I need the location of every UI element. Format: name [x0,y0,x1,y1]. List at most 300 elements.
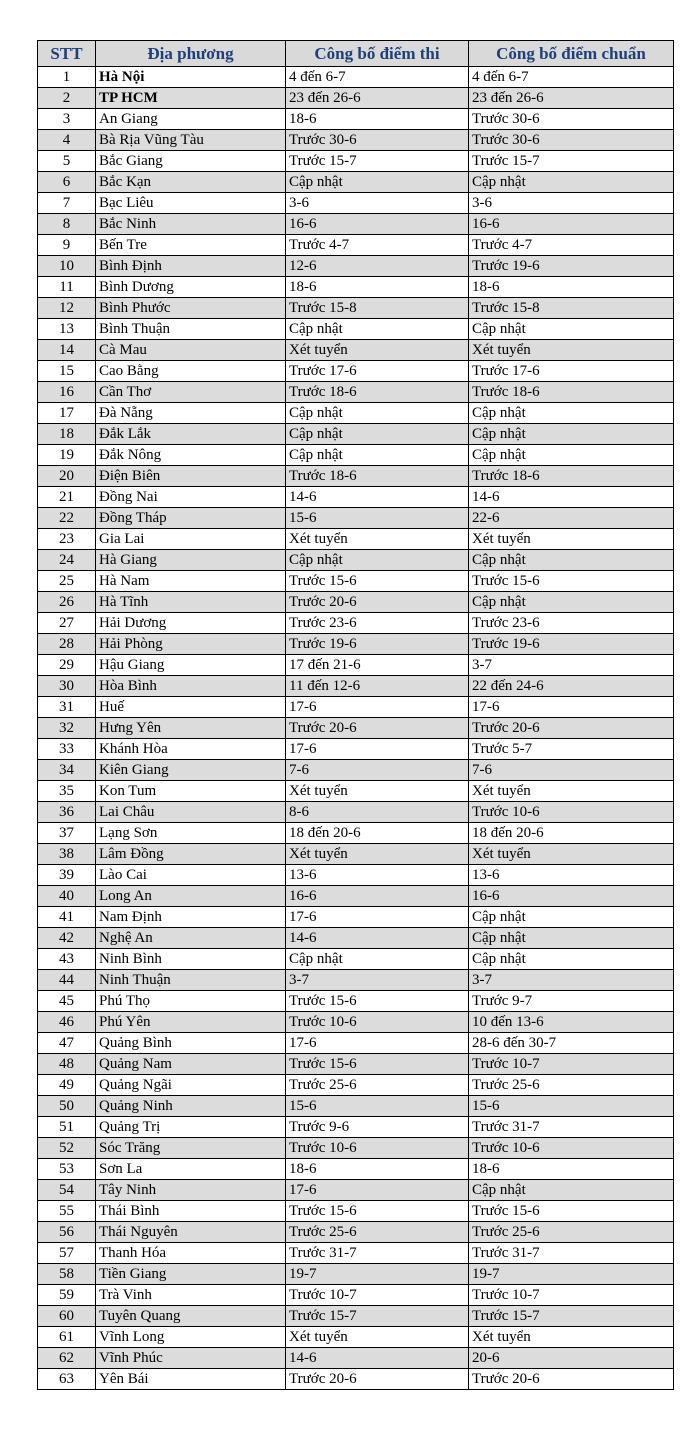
row-cutoff-release: Trước 10-7 [469,1285,674,1306]
row-cutoff-release: Xét tuyển [469,529,674,550]
row-locality: Hải Phòng [96,634,286,655]
row-cutoff-release: 18-6 [469,277,674,298]
row-locality: Lai Châu [96,802,286,823]
table-row [38,151,674,172]
table-row [38,445,674,466]
row-score-release: 17-6 [286,907,469,928]
row-score-release: 15-6 [286,508,469,529]
row-stt: 31 [38,697,96,718]
row-cutoff-release: Trước 23-6 [469,613,674,634]
row-cutoff-release: Trước 25-6 [469,1222,674,1243]
table-row [38,676,674,697]
row-locality: An Giang [96,109,286,130]
row-cutoff-release: 16-6 [469,214,674,235]
row-locality: Lâm Đồng [96,844,286,865]
table-row [38,193,674,214]
row-locality: Hà Giang [96,550,286,571]
row-score-release: Trước 25-6 [286,1075,469,1096]
row-cutoff-release: Xét tuyển [469,781,674,802]
table-row [38,1138,674,1159]
exam-schedule-table [37,40,674,1390]
row-stt: 8 [38,214,96,235]
row-stt: 35 [38,781,96,802]
table-row [38,319,674,340]
table-row [38,361,674,382]
table-row [38,277,674,298]
row-cutoff-release: 18-6 [469,1159,674,1180]
row-stt: 17 [38,403,96,424]
table-row [38,1201,674,1222]
row-cutoff-release: 16-6 [469,886,674,907]
row-cutoff-release: 13-6 [469,865,674,886]
row-stt: 60 [38,1306,96,1327]
row-stt: 28 [38,634,96,655]
table-row [38,655,674,676]
row-locality: Hà Nội [96,67,286,88]
row-locality: Bình Dương [96,277,286,298]
table-row [38,613,674,634]
table-row [38,403,674,424]
row-stt: 34 [38,760,96,781]
table-row [38,1075,674,1096]
row-locality: Tây Ninh [96,1180,286,1201]
row-score-release: 18-6 [286,277,469,298]
row-stt: 42 [38,928,96,949]
row-score-release: 17-6 [286,739,469,760]
row-stt: 51 [38,1117,96,1138]
row-score-release: 13-6 [286,865,469,886]
row-stt: 13 [38,319,96,340]
row-stt: 47 [38,1033,96,1054]
table-row [38,1222,674,1243]
table-row [38,214,674,235]
row-score-release: 18 đến 20-6 [286,823,469,844]
row-locality: Bắc Ninh [96,214,286,235]
row-cutoff-release: Trước 20-6 [469,718,674,739]
row-cutoff-release: Trước 10-7 [469,1054,674,1075]
row-cutoff-release: Trước 4-7 [469,235,674,256]
table-row [38,634,674,655]
row-score-release: Trước 10-7 [286,1285,469,1306]
row-stt: 63 [38,1369,96,1390]
row-stt: 16 [38,382,96,403]
row-locality: Bình Định [96,256,286,277]
row-stt: 11 [38,277,96,298]
row-stt: 1 [38,67,96,88]
table-row [38,67,674,88]
row-score-release: 11 đến 12-6 [286,676,469,697]
row-locality: Bắc Kạn [96,172,286,193]
row-locality: Bạc Liêu [96,193,286,214]
row-locality: Hưng Yên [96,718,286,739]
header-stt: STT [38,41,96,67]
row-score-release: 4 đến 6-7 [286,67,469,88]
row-cutoff-release: Trước 10-6 [469,1138,674,1159]
row-stt: 9 [38,235,96,256]
row-score-release: 14-6 [286,1348,469,1369]
row-cutoff-release: Cập nhật [469,949,674,970]
row-locality: Kon Tum [96,781,286,802]
row-score-release: 7-6 [286,760,469,781]
row-locality: TP HCM [96,88,286,109]
row-score-release: 16-6 [286,886,469,907]
row-cutoff-release: 18 đến 20-6 [469,823,674,844]
row-score-release: Trước 20-6 [286,1369,469,1390]
row-locality: Quảng Trị [96,1117,286,1138]
row-score-release: Trước 30-6 [286,130,469,151]
row-score-release: Trước 15-6 [286,1054,469,1075]
row-score-release: Trước 4-7 [286,235,469,256]
table-row [38,1264,674,1285]
header-score-release: Công bố điểm thi [286,41,469,67]
row-stt: 49 [38,1075,96,1096]
row-score-release: Trước 15-7 [286,151,469,172]
row-score-release: Xét tuyển [286,1327,469,1348]
row-cutoff-release: Cập nhật [469,319,674,340]
row-score-release: 17-6 [286,1180,469,1201]
header-locality: Địa phương [96,41,286,67]
header-cutoff-release: Công bố điểm chuẩn [469,41,674,67]
row-score-release: 17-6 [286,1033,469,1054]
row-stt: 10 [38,256,96,277]
table-row [38,928,674,949]
row-cutoff-release: Trước 10-6 [469,802,674,823]
row-stt: 44 [38,970,96,991]
row-stt: 4 [38,130,96,151]
row-cutoff-release: Trước 15-6 [469,571,674,592]
row-score-release: 16-6 [286,214,469,235]
row-stt: 27 [38,613,96,634]
row-stt: 58 [38,1264,96,1285]
row-stt: 36 [38,802,96,823]
row-score-release: Cập nhật [286,550,469,571]
row-cutoff-release: Trước 19-6 [469,256,674,277]
row-cutoff-release: Trước 15-6 [469,1201,674,1222]
row-cutoff-release: 3-7 [469,970,674,991]
table-row [38,1159,674,1180]
row-stt: 6 [38,172,96,193]
table-row [38,1243,674,1264]
row-score-release: Trước 25-6 [286,1222,469,1243]
row-score-release: Trước 15-6 [286,991,469,1012]
table-row [38,1306,674,1327]
row-score-release: 12-6 [286,256,469,277]
row-locality: Ninh Thuận [96,970,286,991]
table-row [38,571,674,592]
row-cutoff-release: Cập nhật [469,907,674,928]
row-stt: 23 [38,529,96,550]
row-locality: Hòa Bình [96,676,286,697]
table-row [38,1348,674,1369]
row-locality: Đắk Nông [96,445,286,466]
row-score-release: 8-6 [286,802,469,823]
row-cutoff-release: Cập nhật [469,1180,674,1201]
row-locality: Sóc Trăng [96,1138,286,1159]
row-stt: 41 [38,907,96,928]
row-locality: Cần Thơ [96,382,286,403]
row-stt: 62 [38,1348,96,1369]
row-locality: Quảng Ngãi [96,1075,286,1096]
row-score-release: 17 đến 21-6 [286,655,469,676]
row-locality: Sơn La [96,1159,286,1180]
row-score-release: 18-6 [286,109,469,130]
row-locality: Hải Dương [96,613,286,634]
row-stt: 50 [38,1096,96,1117]
row-locality: Thanh Hóa [96,1243,286,1264]
row-locality: Bến Tre [96,235,286,256]
row-locality: Quảng Bình [96,1033,286,1054]
row-cutoff-release: 7-6 [469,760,674,781]
row-locality: Yên Bái [96,1369,286,1390]
row-locality: Đà Nẵng [96,403,286,424]
row-stt: 32 [38,718,96,739]
row-stt: 57 [38,1243,96,1264]
table-row [38,697,674,718]
row-score-release: Cập nhật [286,403,469,424]
table-row [38,130,674,151]
row-locality: Bình Phước [96,298,286,319]
row-locality: Điện Biên [96,466,286,487]
row-stt: 43 [38,949,96,970]
row-cutoff-release: 10 đến 13-6 [469,1012,674,1033]
row-cutoff-release: Trước 30-6 [469,130,674,151]
row-cutoff-release: Trước 15-7 [469,1306,674,1327]
row-score-release: Cập nhật [286,445,469,466]
table-row [38,823,674,844]
row-locality: Tiền Giang [96,1264,286,1285]
row-score-release: 19-7 [286,1264,469,1285]
row-score-release: Cập nhật [286,319,469,340]
row-score-release: Xét tuyển [286,781,469,802]
table-row [38,529,674,550]
row-locality: Bà Rịa Vũng Tàu [96,130,286,151]
row-score-release: Xét tuyển [286,340,469,361]
row-score-release: Trước 31-7 [286,1243,469,1264]
row-locality: Phú Thọ [96,991,286,1012]
row-stt: 24 [38,550,96,571]
table-row [38,424,674,445]
row-cutoff-release: Cập nhật [469,403,674,424]
row-stt: 39 [38,865,96,886]
row-cutoff-release: Trước 31-7 [469,1117,674,1138]
row-locality: Lào Cai [96,865,286,886]
table-row [38,340,674,361]
row-locality: Long An [96,886,286,907]
row-locality: Phú Yên [96,1012,286,1033]
table-row [38,739,674,760]
row-stt: 26 [38,592,96,613]
row-locality: Cao Bằng [96,361,286,382]
row-stt: 56 [38,1222,96,1243]
table-row [38,718,674,739]
row-cutoff-release: Cập nhật [469,172,674,193]
row-stt: 12 [38,298,96,319]
row-cutoff-release: Trước 19-6 [469,634,674,655]
table-row [38,1327,674,1348]
table-row [38,550,674,571]
row-locality: Gia Lai [96,529,286,550]
row-stt: 30 [38,676,96,697]
row-locality: Đồng Tháp [96,508,286,529]
row-cutoff-release: 28-6 đến 30-7 [469,1033,674,1054]
table-row [38,949,674,970]
row-locality: Quảng Nam [96,1054,286,1075]
row-locality: Khánh Hòa [96,739,286,760]
row-cutoff-release: Trước 25-6 [469,1075,674,1096]
row-cutoff-release: Trước 15-7 [469,151,674,172]
row-stt: 37 [38,823,96,844]
row-stt: 14 [38,340,96,361]
row-score-release: Trước 9-6 [286,1117,469,1138]
row-stt: 52 [38,1138,96,1159]
table-row [38,298,674,319]
row-score-release: Trước 23-6 [286,613,469,634]
row-stt: 48 [38,1054,96,1075]
row-locality: Hà Tĩnh [96,592,286,613]
row-locality: Lạng Sơn [96,823,286,844]
table-row [38,865,674,886]
row-cutoff-release: 15-6 [469,1096,674,1117]
row-cutoff-release: Trước 18-6 [469,466,674,487]
row-score-release: 23 đến 26-6 [286,88,469,109]
row-score-release: Trước 18-6 [286,466,469,487]
row-score-release: Trước 19-6 [286,634,469,655]
row-score-release: 14-6 [286,487,469,508]
row-locality: Hà Nam [96,571,286,592]
table-row [38,844,674,865]
row-score-release: 3-6 [286,193,469,214]
table-body [38,67,674,1390]
row-cutoff-release: 3-6 [469,193,674,214]
row-stt: 15 [38,361,96,382]
row-stt: 33 [38,739,96,760]
row-locality: Thái Bình [96,1201,286,1222]
row-cutoff-release: Xét tuyển [469,844,674,865]
row-stt: 25 [38,571,96,592]
row-stt: 38 [38,844,96,865]
row-locality: Hậu Giang [96,655,286,676]
row-locality: Vĩnh Long [96,1327,286,1348]
row-stt: 22 [38,508,96,529]
row-locality: Đắk Lắk [96,424,286,445]
table-row [38,1285,674,1306]
row-locality: Huế [96,697,286,718]
table-row [38,382,674,403]
row-stt: 7 [38,193,96,214]
row-cutoff-release: Cập nhật [469,928,674,949]
table-row [38,1054,674,1075]
row-stt: 5 [38,151,96,172]
row-locality: Nam Định [96,907,286,928]
row-score-release: 15-6 [286,1096,469,1117]
row-score-release: Xét tuyển [286,844,469,865]
row-stt: 21 [38,487,96,508]
row-locality: Nghệ An [96,928,286,949]
table-row [38,88,674,109]
row-cutoff-release: Trước 17-6 [469,361,674,382]
table-row [38,172,674,193]
table-row [38,235,674,256]
row-stt: 40 [38,886,96,907]
table-row [38,1117,674,1138]
row-cutoff-release: Cập nhật [469,445,674,466]
row-cutoff-release: Trước 9-7 [469,991,674,1012]
row-score-release: Trước 10-6 [286,1138,469,1159]
row-locality: Vĩnh Phúc [96,1348,286,1369]
row-stt: 59 [38,1285,96,1306]
row-score-release: Trước 17-6 [286,361,469,382]
table-row [38,802,674,823]
row-stt: 61 [38,1327,96,1348]
row-cutoff-release: Trước 31-7 [469,1243,674,1264]
row-locality: Thái Nguyên [96,1222,286,1243]
row-stt: 29 [38,655,96,676]
row-score-release: Cập nhật [286,424,469,445]
row-cutoff-release: Trước 18-6 [469,382,674,403]
row-stt: 18 [38,424,96,445]
table-row [38,760,674,781]
row-locality: Tuyên Quang [96,1306,286,1327]
row-cutoff-release: Cập nhật [469,424,674,445]
row-cutoff-release: 3-7 [469,655,674,676]
row-score-release: 18-6 [286,1159,469,1180]
row-stt: 55 [38,1201,96,1222]
row-stt: 2 [38,88,96,109]
table-row [38,256,674,277]
row-score-release: Cập nhật [286,949,469,970]
row-stt: 3 [38,109,96,130]
row-cutoff-release: Cập nhật [469,550,674,571]
row-score-release: 14-6 [286,928,469,949]
row-cutoff-release: 17-6 [469,697,674,718]
row-stt: 45 [38,991,96,1012]
table-row [38,886,674,907]
row-score-release: Trước 15-6 [286,1201,469,1222]
row-locality: Bình Thuận [96,319,286,340]
row-locality: Bắc Giang [96,151,286,172]
row-score-release: Trước 20-6 [286,592,469,613]
row-cutoff-release: Xét tuyển [469,1327,674,1348]
table-header [38,41,674,67]
row-cutoff-release: 14-6 [469,487,674,508]
row-score-release: 3-7 [286,970,469,991]
row-cutoff-release: Trước 15-8 [469,298,674,319]
row-locality: Cà Mau [96,340,286,361]
row-cutoff-release: 20-6 [469,1348,674,1369]
row-score-release: Cập nhật [286,172,469,193]
row-locality: Kiên Giang [96,760,286,781]
row-stt: 53 [38,1159,96,1180]
row-cutoff-release: 23 đến 26-6 [469,88,674,109]
table-row [38,1369,674,1390]
row-score-release: Trước 15-7 [286,1306,469,1327]
table-row [38,466,674,487]
table-row [38,970,674,991]
row-score-release: Trước 15-6 [286,571,469,592]
row-score-release: Trước 18-6 [286,382,469,403]
row-stt: 54 [38,1180,96,1201]
row-score-release: Trước 20-6 [286,718,469,739]
row-locality: Đồng Nai [96,487,286,508]
row-score-release: Xét tuyển [286,529,469,550]
table-row [38,1180,674,1201]
row-cutoff-release: Xét tuyển [469,340,674,361]
table-row [38,1033,674,1054]
table-row [38,592,674,613]
table-row [38,487,674,508]
row-cutoff-release: Trước 5-7 [469,739,674,760]
row-score-release: Trước 15-8 [286,298,469,319]
